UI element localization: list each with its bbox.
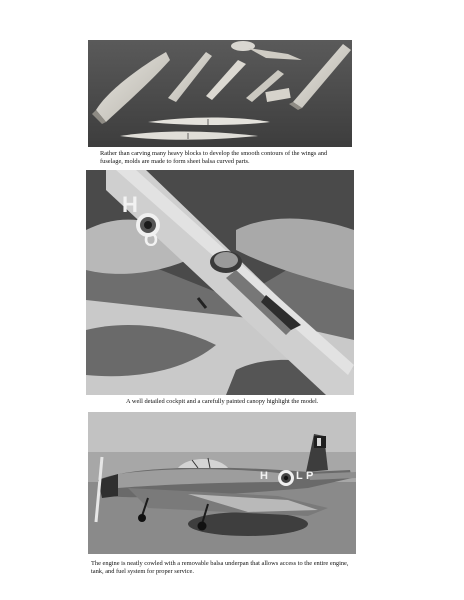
fuselage-letter-o: O [144, 230, 159, 250]
fuselage-letter-h: H [122, 192, 138, 217]
model-aircraft-side-photo [88, 412, 356, 554]
figure-3-caption: The engine is neatly cowled with a removable balsa underpan that allows access to the entire engine, tank, and fuel system for proper service. [91, 560, 349, 575]
fuselage-letter-p: P [306, 470, 314, 482]
fuselage-letter-h: H [260, 470, 268, 482]
balsa-molds-photo [88, 40, 352, 147]
figure-1-caption: Rather than carving many heavy blocks to develop the smooth contours of the wings and fuselage, molds are made to form sheet balsa curved parts. [100, 150, 328, 165]
fuselage-letter-l: L [296, 470, 303, 482]
cockpit-closeup-photo [86, 170, 354, 395]
figure-2-caption: A well detailed cockpit and a carefully painted canopy highlight the model. [126, 398, 319, 405]
